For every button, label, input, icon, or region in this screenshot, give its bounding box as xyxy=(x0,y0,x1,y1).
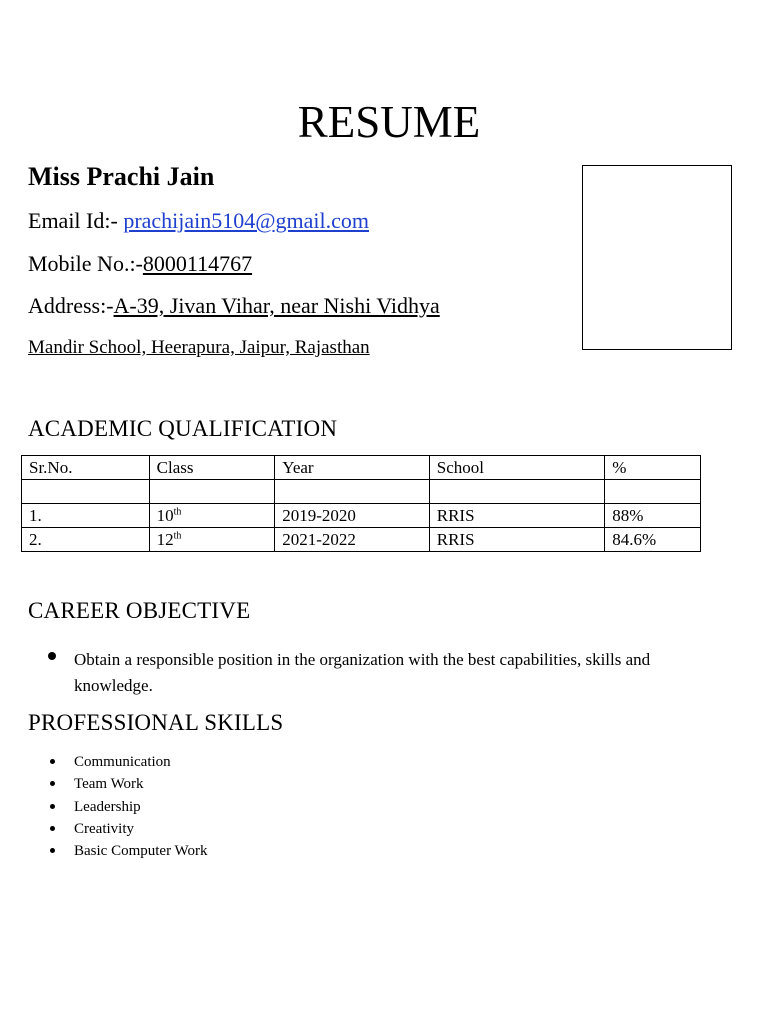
table-cell-sr: 2. xyxy=(22,528,150,552)
table-row xyxy=(22,504,701,528)
table-cell xyxy=(429,480,604,504)
mobile-number: 8000114767 xyxy=(142,251,253,276)
resume-title: RESUME xyxy=(297,97,481,147)
table-cell-school: RRIS xyxy=(429,504,604,528)
bullet-icon xyxy=(50,826,55,831)
class-superscript: th xyxy=(173,529,182,541)
table-cell-year: 2019-2020 xyxy=(275,504,430,528)
photo-placeholder xyxy=(582,165,732,350)
bullet-icon xyxy=(48,652,56,660)
email-label: Email Id:- xyxy=(28,208,124,233)
table-header-cell: Year xyxy=(275,456,430,480)
table-header-cell: School xyxy=(429,456,604,480)
table-cell xyxy=(22,480,150,504)
bullet-icon xyxy=(50,848,55,853)
address-line1: A-39, Jivan Vihar, near Nishi Vidhya xyxy=(113,293,440,318)
list-item xyxy=(48,818,208,840)
objective-text: Obtain a responsible position in the organization with the best capabilities, skills and knowledge. xyxy=(74,650,651,695)
skill-label: Team Work xyxy=(74,776,144,793)
class-number: 12 xyxy=(156,529,174,549)
table-cell-percent: 88% xyxy=(605,504,701,528)
table-header-cell: % xyxy=(605,456,701,480)
skill-label: Leadership xyxy=(74,798,141,815)
address-line2: Mandir School, Heerapura, Jaipur, Rajasthan xyxy=(28,337,370,358)
table-header-cell: Sr.No. xyxy=(22,456,150,480)
table-cell-year: 2021-2022 xyxy=(275,528,430,552)
academic-heading: ACADEMIC QUALIFICATION xyxy=(28,416,338,441)
list-item xyxy=(48,796,208,818)
career-heading: CAREER OBJECTIVE xyxy=(28,598,251,623)
table-row xyxy=(22,528,701,552)
table-cell xyxy=(275,480,430,504)
address-label: Address:- xyxy=(28,293,114,318)
email-line xyxy=(28,208,369,234)
table-header-row xyxy=(22,456,701,480)
table-cell-class xyxy=(149,528,275,552)
candidate-name: Miss Prachi Jain xyxy=(28,162,215,191)
skills-list xyxy=(48,751,208,862)
list-item xyxy=(48,751,208,773)
table-cell-sr: 1. xyxy=(22,504,150,528)
table-cell-school: RRIS xyxy=(429,528,604,552)
class-superscript: th xyxy=(173,505,182,517)
table-header-cell: Class xyxy=(149,456,275,480)
skill-label: Communication xyxy=(74,754,171,770)
list-item xyxy=(48,773,208,795)
table-cell-class xyxy=(149,504,275,528)
skills-heading: PROFESSIONAL SKILLS xyxy=(28,710,284,735)
qualification-table xyxy=(21,455,701,552)
email-link[interactable]: prachijain5104@gmail.com xyxy=(123,208,370,233)
bullet-icon xyxy=(50,759,55,764)
bullet-icon xyxy=(50,781,55,786)
skill-label: Basic Computer Work xyxy=(74,843,208,860)
skill-label: Creativity xyxy=(74,820,134,837)
objective-item xyxy=(48,647,698,699)
class-number: 10 xyxy=(156,505,174,525)
table-cell xyxy=(605,480,701,504)
table-empty-row xyxy=(22,480,701,504)
address-line xyxy=(28,293,440,319)
list-item xyxy=(48,840,208,862)
mobile-line xyxy=(28,251,252,277)
table-cell xyxy=(149,480,275,504)
bullet-icon xyxy=(50,804,55,809)
table-cell-percent: 84.6% xyxy=(605,528,701,552)
mobile-label: Mobile No.:- xyxy=(28,251,143,276)
